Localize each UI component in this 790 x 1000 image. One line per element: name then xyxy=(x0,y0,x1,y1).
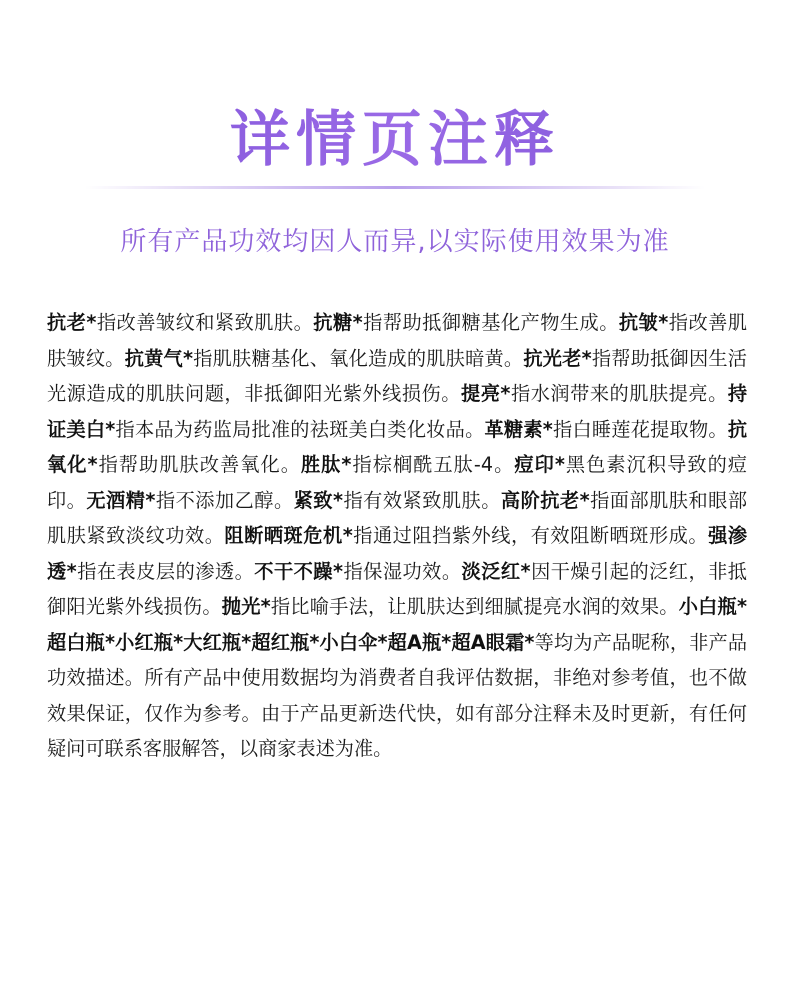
note-term: 痘印* xyxy=(514,453,565,476)
note-term: 不干不躁* xyxy=(254,559,343,583)
note-description: 指比喻手法，让肌肤达到细腻提亮水润的效果。 xyxy=(270,595,679,618)
note-term: 抛光* xyxy=(221,595,271,618)
note-description: 指面部肌肤和眼部肌肤紧致淡纹功效。 xyxy=(47,488,748,547)
note-term: 小白瓶*超白瓶*小红瓶*大红瓶*超红瓶*小白伞*超A瓶*超A眼霜* xyxy=(47,595,747,654)
page-title: 详情页注释 xyxy=(0,100,790,180)
note-description: 指水润带来的肌肤提亮。 xyxy=(510,382,728,405)
note-description: 指帮助抵御因生活光源造成的肌肤问题，非抵御阳光紫外线损伤。 xyxy=(47,346,747,405)
note-term: 革糖素* xyxy=(484,417,553,441)
note-term: 抗皱* xyxy=(618,311,669,334)
note-description: 因干燥引起的泛红，非抵御阳光紫外线损伤。 xyxy=(47,559,747,618)
note-term: 抗光老* xyxy=(523,346,592,370)
title-divider xyxy=(85,186,705,189)
note-description: 指帮助抵御糖基化产物生成。 xyxy=(362,311,619,334)
note-description: 指改善皱纹和紧致肌肤。 xyxy=(96,311,314,334)
note-description: 指改善肌肤皱纹。 xyxy=(47,311,748,370)
page-subtitle: 所有产品功效均因人而异,以实际使用效果为准 xyxy=(120,227,670,257)
note-term: 抗老* xyxy=(47,311,97,334)
note-description: 指通过阻挡紫外线，有效阻断晒斑形成。 xyxy=(352,524,709,547)
note-term: 紧致* xyxy=(293,488,344,512)
note-term: 高阶抗老* xyxy=(500,488,590,512)
note-description: 指肌肤糖基化、氧化造成的肌肤暗黄。 xyxy=(192,346,524,370)
note-description: 指白睡莲花提取物。 xyxy=(552,417,728,441)
note-term: 淡泛红* xyxy=(461,559,531,583)
note-description: 黑色素沉积导致的痘印。 xyxy=(47,453,747,512)
note-description: 指保湿功效。 xyxy=(343,559,462,583)
note-term: 强渗透* xyxy=(47,524,747,583)
note-term: 抗糖* xyxy=(313,311,363,334)
note-description: 指有效紧致肌肤。 xyxy=(343,488,501,512)
note-term: 持证美白* xyxy=(47,382,748,441)
note-term: 无酒精* xyxy=(86,488,156,512)
notes-paragraph xyxy=(47,305,747,767)
note-description: 指帮助肌肤改善氧化。 xyxy=(97,453,301,476)
note-description: 指本品为药监局批准的祛斑美白类化妆品。 xyxy=(115,417,485,441)
note-term: 阻断晒斑危机* xyxy=(224,524,353,547)
note-description: 等均为产品昵称，非产品功效描述。所有产品中使用数据均为消费者自我评估数据，非绝对参考值，也不做效果保证，仅作为参考。由于产品更新迭代快，如有部分注释未及时更新，有任何疑问可联系客服解答，以商家表述为准。 xyxy=(47,630,748,760)
note-term: 提亮* xyxy=(460,382,511,405)
note-term: 抗黄气* xyxy=(124,346,193,370)
note-description: 指棕榈酰五肽-4。 xyxy=(351,453,515,476)
note-description: 指不添加乙醇。 xyxy=(155,488,294,512)
note-description: 指在表皮层的渗透。 xyxy=(76,559,255,583)
note-term: 胜肽* xyxy=(300,453,352,476)
note-term: 抗氧化* xyxy=(47,417,747,476)
